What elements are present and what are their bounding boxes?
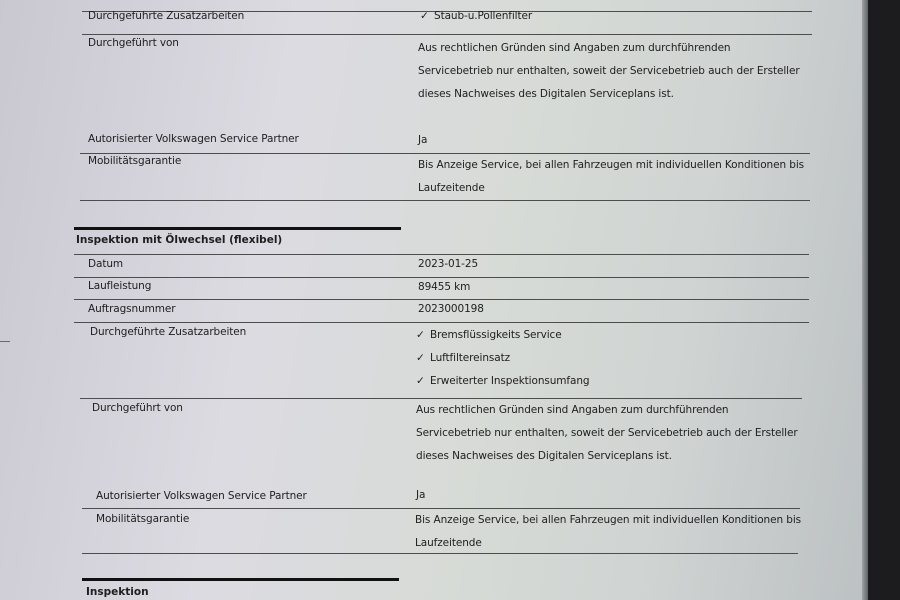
laufleistung-value: 89455 km	[418, 281, 471, 293]
mobil-value: Bis Anzeige Service, bei allen Fahrzeugen mit individuellen Konditionen bis Laufzeitende	[418, 159, 805, 194]
check-icon: ✓	[416, 329, 425, 341]
partner-value: Ja	[416, 489, 426, 501]
mobil-label: Mobilitätsgarantie	[88, 155, 182, 167]
section-rule	[74, 227, 401, 230]
partner-value: Ja	[418, 134, 428, 146]
partner-label: Autorisierter Volkswagen Service Partner	[96, 490, 307, 502]
mobil-label: Mobilitätsgarantie	[96, 513, 190, 525]
durchgefuehrt-value: Aus rechtlichen Gründen sind Angaben zum durchführenden Servicebetrieb nur enthalten, soweit der Servicebetrieb auch der Ersteller dieses Nachweises des Digitalen Serviceplans ist.	[418, 42, 800, 100]
section-rule	[82, 578, 399, 581]
monitor-bezel-edge	[862, 0, 868, 600]
durchgefuehrt-label: Durchgeführt von	[92, 402, 183, 414]
section-title: Inspektion	[86, 586, 149, 598]
datum-label: Datum	[88, 258, 124, 270]
zusatz-item: ✓ Luftfiltereinsatz	[416, 347, 590, 370]
zusatz-item: ✓ Staub-u.Pollenfilter	[420, 5, 532, 28]
datum-value: 2023-01-25	[418, 258, 479, 270]
zusatz-item: ✓ Erweiterter Inspektionsumfang	[416, 370, 590, 393]
check-icon: ✓	[420, 10, 429, 22]
zusatz-list	[416, 324, 590, 393]
check-icon: ✓	[416, 375, 425, 387]
zusatz-item: ✓ Bremsflüssigkeits Service	[416, 324, 590, 347]
auftrag-value: 2023000198	[418, 303, 484, 315]
monitor-bezel	[868, 0, 900, 600]
row-divider	[82, 553, 798, 554]
zusatz-list	[420, 5, 532, 28]
section-title: Inspektion mit Ölwechsel (flexibel)	[76, 234, 283, 246]
partner-label: Autorisierter Volkswagen Service Partner	[88, 133, 299, 145]
zusatz-label: Durchgeführte Zusatzarbeiten	[88, 10, 245, 22]
laufleistung-label: Laufleistung	[88, 280, 152, 292]
row-divider	[80, 200, 810, 201]
zusatz-label: Durchgeführte Zusatzarbeiten	[90, 326, 247, 338]
auftrag-label: Auftragsnummer	[88, 303, 176, 315]
mobil-value: Bis Anzeige Service, bei allen Fahrzeugen mit individuellen Konditionen bis Laufzeitende	[415, 514, 802, 549]
row-divider	[74, 322, 809, 323]
durchgefuehrt-label: Durchgeführt von	[88, 37, 179, 49]
row-divider	[82, 34, 812, 35]
durchgefuehrt-value: Aus rechtlichen Gründen sind Angaben zum durchführenden Servicebetrieb nur enthalten, soweit der Servicebetrieb auch der Ersteller dieses Nachweises des Digitalen Serviceplans ist.	[416, 404, 798, 462]
check-icon: ✓	[416, 352, 425, 364]
